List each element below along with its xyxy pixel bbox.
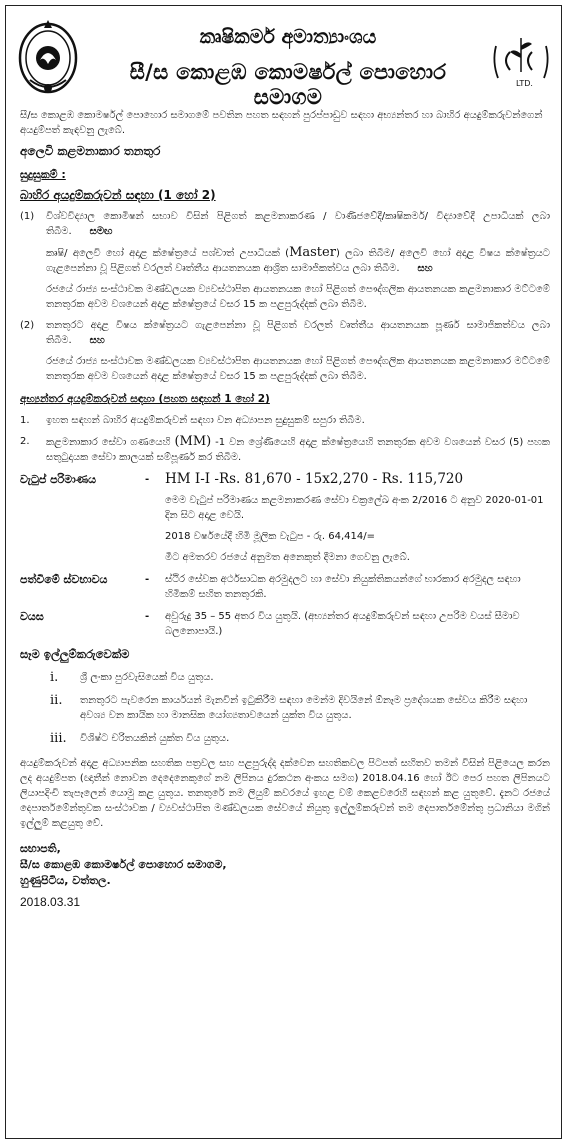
internal-heading: අභ්‍යන්තර අයදුම්කරුවන් සඳහා (පහත සඳහන් 1 හෝ 2) (20, 393, 270, 405)
sri-lanka-emblem-icon (16, 16, 80, 96)
salary-note-1: මෙම වැටුප් පරිමාණය කළමනාකරණ සේවා චක්‍රලේඛ අංක 2/2016 ට අනුව 2020-01-01 දින සිට අදාළ වෙයි. (165, 495, 544, 521)
salary-note-3: මීට අමතරව රජයේ අනුමත අනෙකුත් දීමනා ගෙවනු ලැබේ. (165, 552, 410, 563)
general-2-text: තනතුරට පැවරෙන කාර්යයන් මැනවින් ඉටුකිරීම සඳහා මෙන්ම දිවයිනේ ඕනෑම ප්‍රදේශයක සේවය කිරීම සඳහා අවශ්‍ය වන කායික හා මානසික යෝග්‍යතාවයෙන් යුක්ත විය යුතුය. (80, 695, 528, 721)
mm-code: (MM) (174, 434, 212, 449)
service-row (20, 572, 550, 602)
roman-number: ii. (50, 693, 63, 708)
corporation-title: සී/ස කොළඹ කොමර්ෂල් පොහොර සමාගම (129, 60, 447, 109)
salary-label: වැටුප් පරිමාණය (20, 473, 97, 486)
internal-1-text: ඉහත සඳහන් බාහිර අයදුම්කරුවන් සඳහා වන අධ්‍යාපන සුදුසුකම් සපුරා තිබීම. (46, 415, 365, 426)
roman-number: iii. (50, 731, 67, 746)
internal-item-1 (20, 413, 550, 428)
intro-paragraph: සී/ස කොළඹ කොමර්ෂල් පොහොර සමාගමේ පවතින පහත සඳහන් පුරප්පාඩුව සඳහා අභ්‍යන්තර හා බාහිර අයදුම්කරුවන්ගෙන් අයදුම්පත් කැඳවනු ලැබේ. (20, 110, 543, 136)
salary-row (20, 472, 550, 487)
item-number: (2) (20, 320, 35, 331)
company-logo-icon (488, 32, 554, 92)
internal-2-text-b: -1 වන ශ්‍රේණියෙහි අදාළ ක්ෂේත්‍රයෙහි තනතුරක අවම වශයෙන් වසර (5) පහක සතුටුදායක සේවා කාලයක් සම්පූර්ණ කර තිබීම. (46, 437, 550, 463)
advertisement-body (20, 108, 550, 910)
signature-title: සභාපති, (20, 842, 61, 855)
qualifications-heading: සුදුසුකම් : (20, 168, 66, 181)
ministry-title: කෘෂිකර්ම අමාත්‍යාංශය (199, 26, 377, 48)
external-heading: බාහිර අයදුම්කරුවන් සඳහා (1 හෝ 2) (20, 188, 216, 202)
logo-ltd-text: LTD. (516, 79, 533, 88)
roman-number: i. (50, 670, 59, 685)
age-label: වයස (20, 610, 44, 623)
external-1-para1: විශ්වවිද්‍යාල කොමිෂන් සභාව විසින් පිළිගත් කළමනාකරණ / වාණිජවේදී/කෘෂිකර්ම/ විද්‍යාවේදී උපාධියක් ලබා තිබීම. (46, 211, 550, 237)
item-number: (1) (20, 211, 35, 222)
closing-paragraph: අයදුම්කරුවන් අදාළ අධ්‍යාපනික සහතික පත්‍රවල සහ පළපුරුද්ද දක්වෙන සහතිකවල පිටපත් සහිතව තමන් විසින් පිළියෙල කරන ලද අයදුම්පත (ඥාතීන් නොවන දෙදෙනෙකුගේ නම ලිපිනය දුරකථන අංකය සමග) 2018.04.16 හෝ ඊට පෙර පහත ලිපිනයට ලියාපදිංචි තැපෑලෙන් යොමු කළ යුතුය. තනතුරේ නම ලියුම් කවරයේ ඉහළ වම් කෙළවරෙහි සඳහන් කළ යුතුවේ. දැනට රජයේ දෙපාර්තමේන්තුවක සංස්ථාවක / ව්‍යවස්ථාපිත මණ්ඩලයක සේවයේ නියුතු ඉල්ලුම්කරුවන් තම දෙපාර්තමේන්තු ප්‍රධානියා මගින් ඉල්ලුම් කළයුතු වේ. (20, 758, 550, 829)
item-number: 2. (20, 436, 30, 447)
item-number: 1. (20, 415, 30, 426)
signature-block (20, 841, 550, 889)
age-row (20, 609, 550, 639)
signature-company: සී/ස කොළඹ කොමර්ෂල් පොහොර සමාගම, (20, 858, 227, 871)
salary-dash: - (145, 474, 150, 485)
master-text: Master (289, 245, 336, 260)
keyword-and: සහ (417, 263, 433, 274)
general-heading: සෑම ඉල්ලුම්කරුවෙක්ම (20, 647, 130, 661)
general-item-1 (50, 670, 550, 685)
general-item-2 (50, 693, 550, 723)
header (8, 10, 560, 109)
internal-item-2 (20, 434, 550, 465)
external-2-para2: රජයේ රාජ්‍ය සංස්ථාවක මණ්ඩලයක ව්‍යවස්ථාපිත ආයතනයක හෝ පිළිගත් පෞද්ගලික ආයතනයක කළමනාකාර මට්ටමේ තනතුරක අවම වශයෙන් අදාළ ක්ෂේත්‍රයේ වසර 15 ක පළපුරුද්දක් ලබා තිබීම. (46, 356, 550, 382)
general-3-text: විශිෂ්ට චරිතයකින් යුක්ත විය යුතුය. (80, 733, 230, 744)
post-title: අලෙවි කළමනාකාර තනතුර (20, 144, 161, 158)
signature-address: හුණුපිටිය, වත්තල. (20, 874, 111, 887)
internal-2-text-a: කළමනාකාර සේවා ගණයෙහි (46, 437, 175, 448)
external-1-para3: රජයේ රාජ්‍ය සංස්ථාවක මණ්ඩලයක ව්‍යවස්ථාපිත ආයතනයක හෝ පිළිගත් පෞද්ගලික ආයතනයක කළමනාකාර මට්ටමේ තනතුරක අවම වශයෙන් අදාළ ක්ෂේත්‍රයේ වසර 15 ක පළපුරුද්දක් ලබා තිබීම. (46, 284, 550, 310)
age-dash: - (145, 611, 150, 622)
salary-note-2: 2018 වර්ෂයේදී හිමි මූලික වැටුප - රු. 64,414/= (165, 531, 375, 542)
publication-date: 2018.03.31 (20, 895, 81, 909)
external-item-1 (20, 209, 550, 312)
salary-value: HM I-I -Rs. 81,670 - 15x2,270 - Rs. 115,720 (165, 471, 464, 487)
keyword-and: සහ (89, 335, 105, 346)
external-2-para1: තනතුරට අදාළ විෂය ක්ෂේත්‍රයට ගැළපෙන්නා වූ පිළිගත් වරලත් වෘත්තීය ආයතනයක පූර්ණ සාමාජිකත්වය ලබා තිබීම. (46, 320, 550, 346)
service-dash: - (145, 574, 150, 585)
general-item-3 (50, 731, 550, 746)
service-value: ස්ථිර සේවක අර්ථසාධක අරමුදලට හා සේවා නියුක්තිකයන්ගේ භාරකාර අරමුදල සඳහා හිමිකම් සහිත තනතුරකි. (165, 574, 521, 600)
service-label: පත්වීමේ ස්වභාවය (20, 573, 108, 586)
general-1-text: ශ්‍රී ලංකා පුරවැසියෙක් විය යුතුය. (80, 672, 214, 683)
age-value: අවුරුදු 35 – 55 අතර විය යුතුයි. (අභ්‍යන්තර අයදුම්කරුවන් සඳහා උපරිම වයස් සීමාව බලනොපායි.) (165, 611, 520, 637)
external-1-para2a: කෘෂි/ අලෙවි හෝ අදාළ ක්ෂේත්‍රයේ පශ්චාත් උපාධියක් ( (46, 248, 290, 259)
external-item-2 (20, 318, 550, 384)
keyword-with: සමඟ (89, 226, 113, 237)
external-1-para2b: ) ලබා තිබීම/ අලෙවි හෝ අදාළ විෂය ක්ෂේත්‍රයට ගැළපෙන්නා වූ පිළිගත් වරලත් වෘත්තීය ආයතනයක ආශ්‍රිත සාමාජිකත්වය ලබා තිබීම. (46, 248, 550, 274)
